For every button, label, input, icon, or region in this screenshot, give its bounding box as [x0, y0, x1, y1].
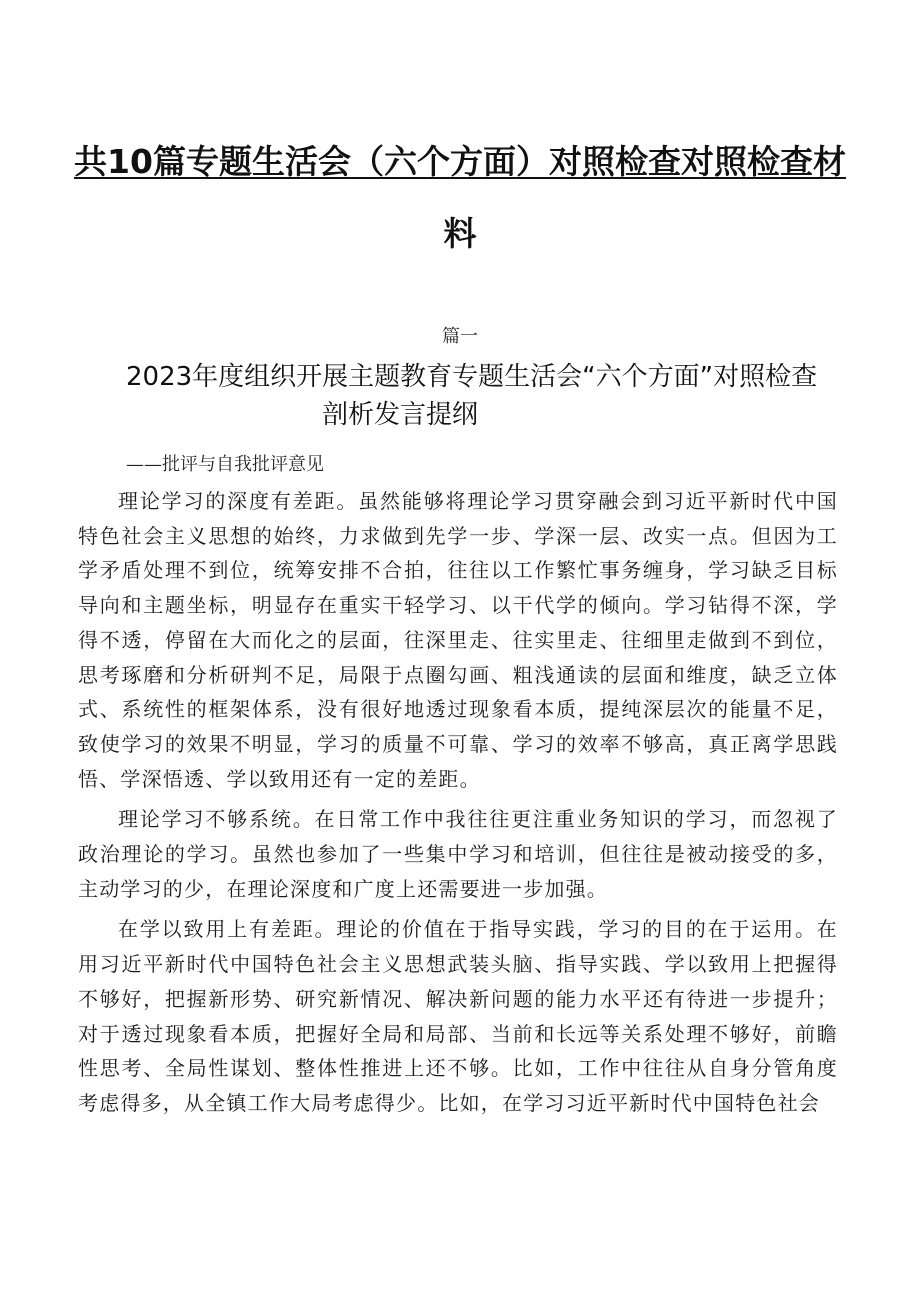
- article-body: [78, 484, 838, 1127]
- article-label: 篇一: [442, 326, 478, 347]
- article-subtitle: ——批评与自我批评意见: [126, 454, 324, 475]
- document-title-line-2: 料: [443, 214, 477, 253]
- body-paragraph: 理论学习的深度有差距。虽然能够将理论学习贯穿融会到习近平新时代中国特色社会主义思想的始终，力求做到先学一步、学深一层、改实一点。但因为工学矛盾处理不到位，统筹安排不合拍，往往以工作繁忙事务缠身，学习缺乏目标导向和主题坐标，明显存在重实干轻学习、以干代学的倾向。学习钻得不深，学得不透，停留在大而化之的层面，往深里走、往实里走、往细里走做到不到位，思考琢磨和分析研判不足，局限于点圈勾画、粗浅通读的层面和维度，缺乏立体式、系统性的框架体系，没有很好地透过现象看本质，提纯深层次的能量不足，致使学习的效果不明显，学习的质量不可靠、学习的效率不够高，真正离学思践悟、学深悟透、学以致用还有一定的差距。: [78, 489, 838, 791]
- article-title-line-2: 剖析发言提纲: [322, 400, 479, 430]
- article-title-line-1: 2023年度组织开展主题教育专题生活会“六个方面”对照检查: [126, 362, 818, 392]
- document-title-line-1: 共10篇专题生活会（六个方面）对照检查对照检查材: [74, 142, 846, 181]
- body-paragraph: 在学以致用上有差距。理论的价值在于指导实践，学习的目的在于运用。在用习近平新时代中国特色社会主义思想武装头脑、指导实践、学以致用上把握得不够好，把握新形势、研究新情况、解决新问题的能力水平还有待进一步提升；对于透过现象看本质，把握好全局和局部、当前和长远等关系处理不够好，前瞻性思考、全局性谋划、整体性推进上还不够。比如，工作中往往从自身分管角度考虑得多，从全镇工作大局考虑得少。比如，在学习习近平新时代中国特色社会: [78, 917, 838, 1115]
- body-paragraph: 理论学习不够系统。在日常工作中我往往更注重业务知识的学习，而忽视了政治理论的学习。虽然也参加了一些集中学习和培训，但往往是被动接受的多，主动学习的少，在理论深度和广度上还需要进一步加强。: [78, 807, 838, 901]
